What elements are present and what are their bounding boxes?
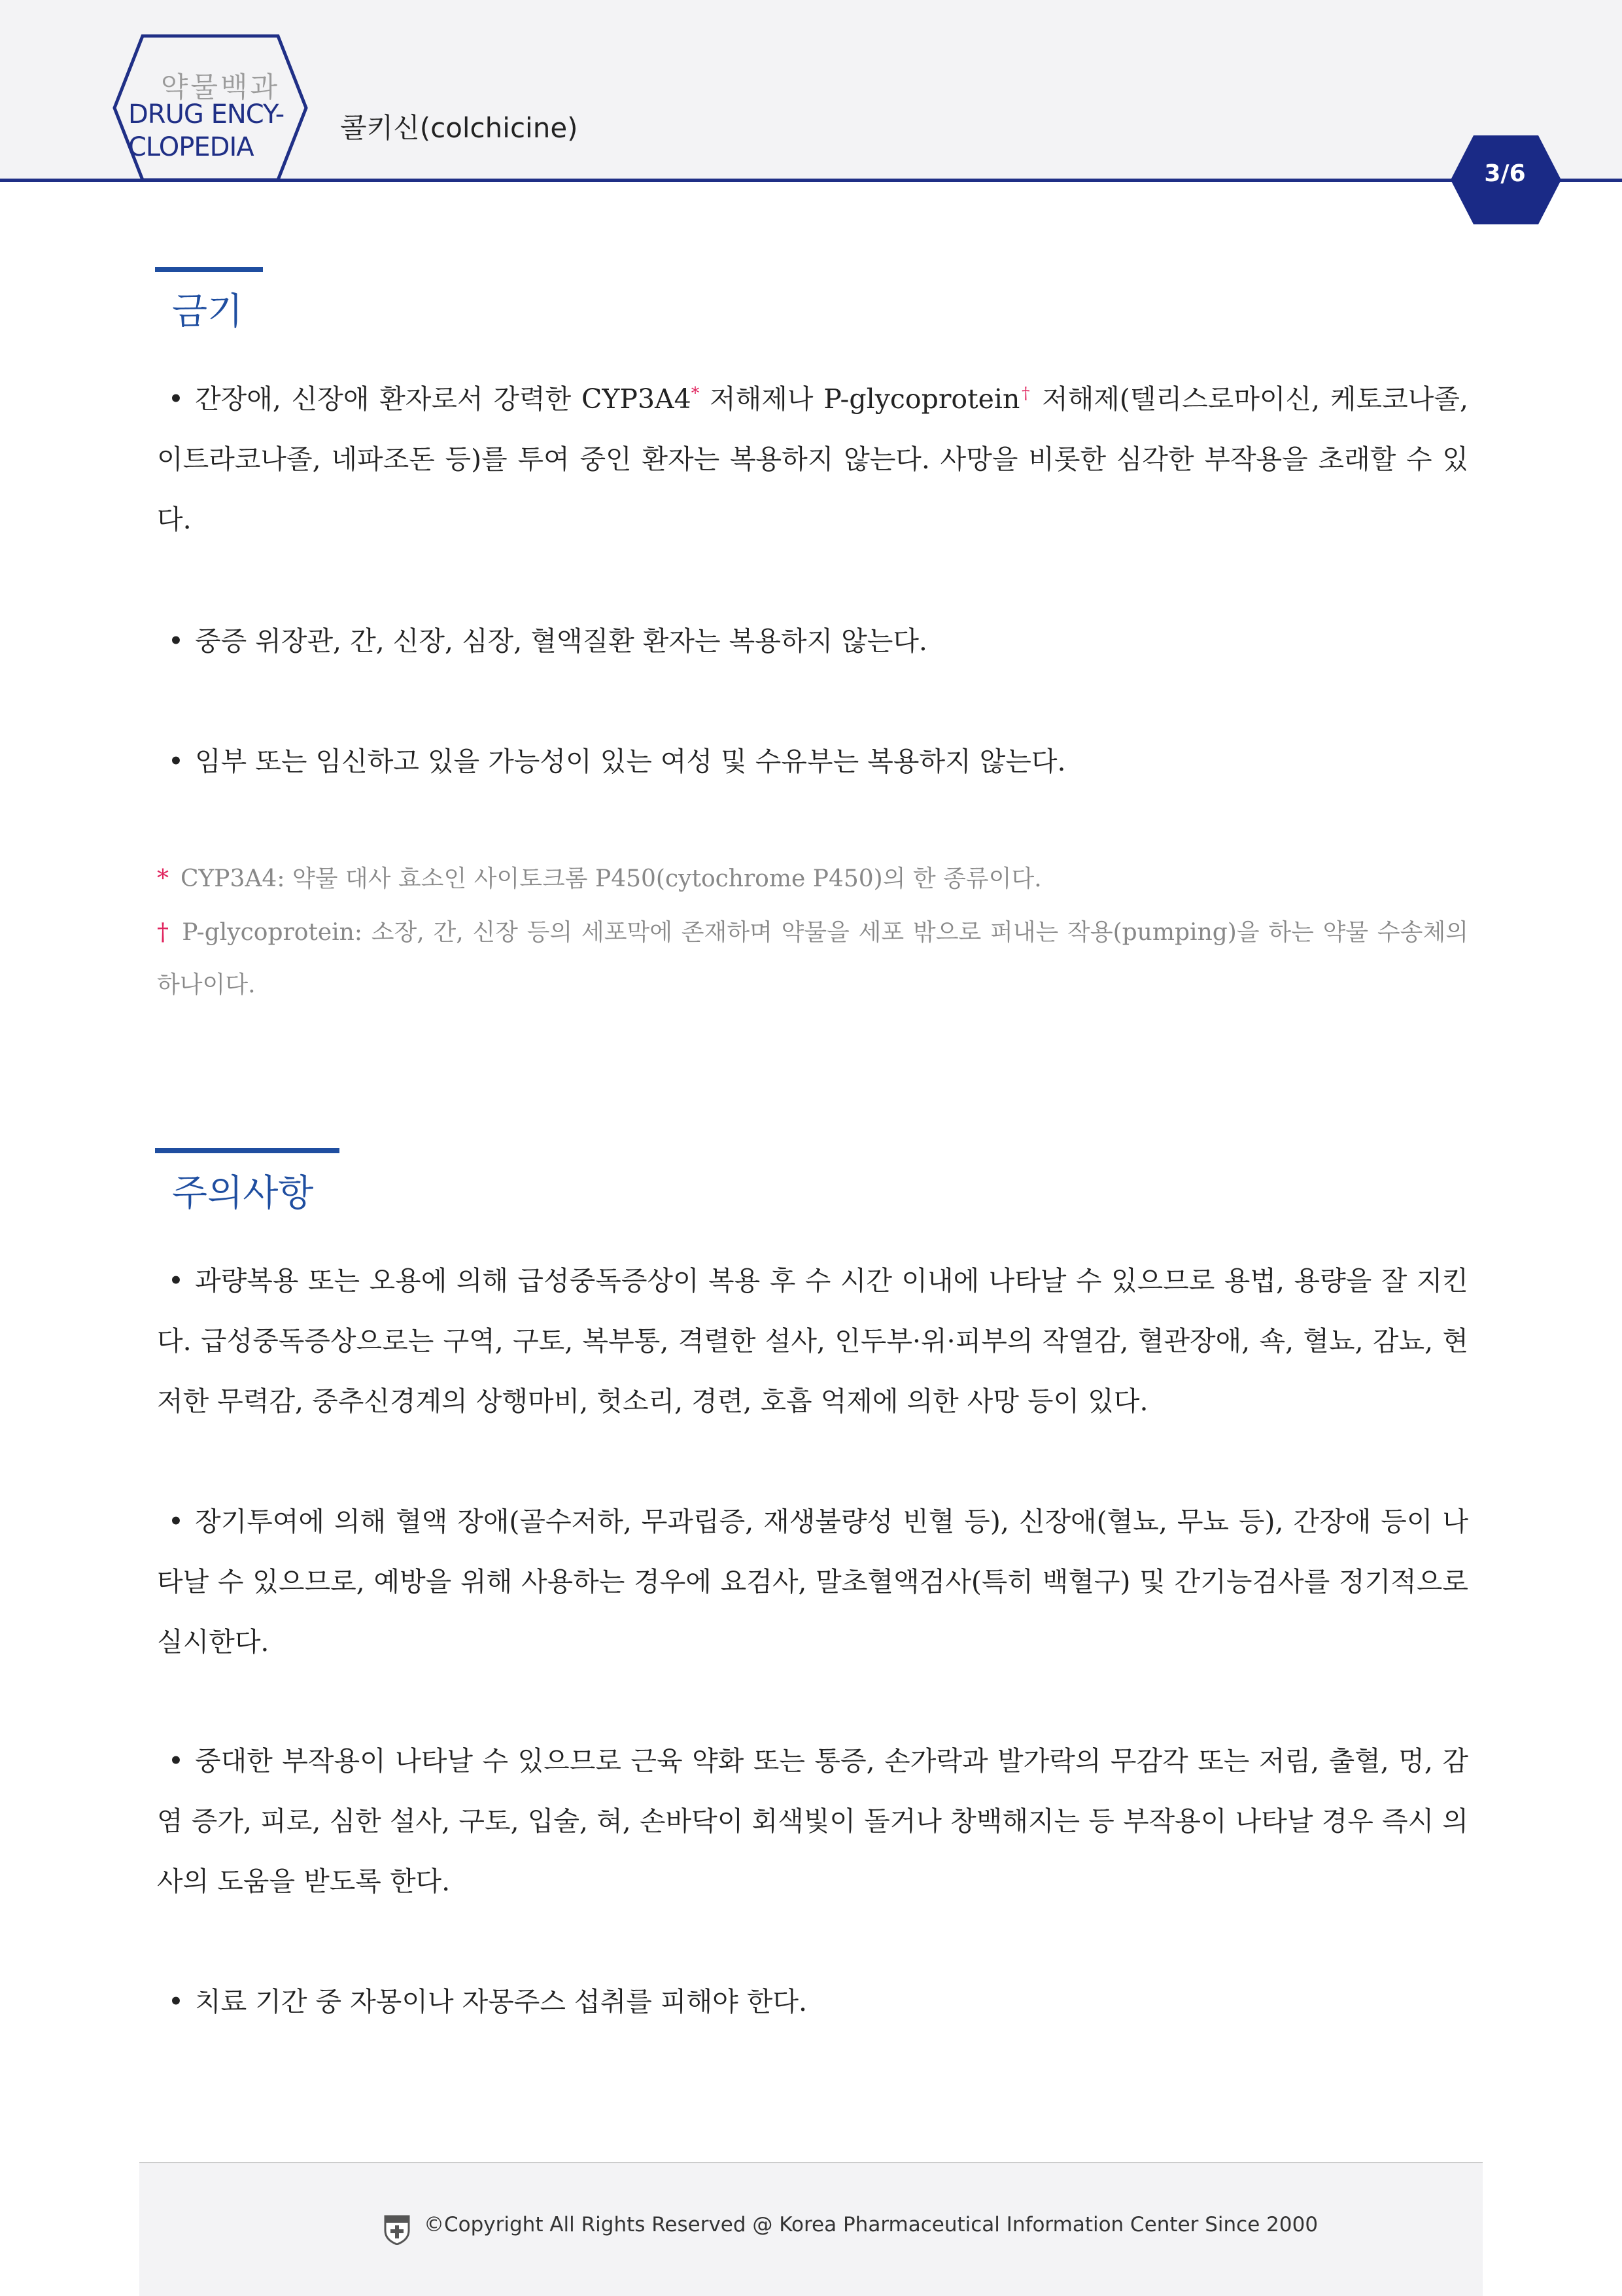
section-heading-contraindications: 금기 xyxy=(172,290,243,333)
list-item xyxy=(157,1731,1468,1911)
section-heading-bar xyxy=(155,267,263,272)
copyright-text: ©Copyright All Rights Reserved @ Korea Pharmaceutical Information Center Since 2000 xyxy=(424,2213,1319,2236)
list-item xyxy=(157,731,1468,791)
item-text: 중대한 부작용이 나타날 수 있으므로 근육 약화 또는 통증, 손가락과 발가락의 무감각 또는 저림, 출혈, 멍, 감염 증가, 피로, 심한 설사, 구토, 입술, 혀, 손바닥이 회색빛이 돌거나 창백해지는 등 부작용이 나타날 경우 즉시 의사의 도움을 받도록 한다. xyxy=(157,1745,1468,1897)
bullet: • xyxy=(167,1986,184,2017)
item-text: 임부 또는 임신하고 있을 가능성이 있는 여성 및 수유부는 복용하지 않는다. xyxy=(195,746,1066,777)
footnote-marker-asterisk: * xyxy=(691,383,700,403)
logo-english-line-1: DRUG ENCY- xyxy=(128,99,285,130)
footnote-text: CYP3A4: 약물 대사 효소인 사이토크롬 P450(cytochrome P450)의 한 종류이다. xyxy=(181,865,1042,892)
list-item xyxy=(157,611,1468,671)
item-text-part: 저해제(텔리스로마이신, 케토코나졸, 이트라코나졸, 네파조돈 등)를 투여 중인 환자는 복용하지 않는다. 사망을 비롯한 심각한 부작용을 초래할 수 있다. xyxy=(157,383,1468,535)
bullet: • xyxy=(167,383,184,415)
item-text-part: 저해제나 P-glycoprotein xyxy=(699,383,1020,415)
bullet: • xyxy=(167,746,184,777)
bullet: • xyxy=(167,1265,184,1296)
bullet: • xyxy=(167,1506,184,1537)
footnote-marker-dagger: † xyxy=(157,919,171,946)
section-heading-bar xyxy=(155,1148,339,1153)
page-number: 3/6 xyxy=(1484,160,1526,187)
logo-english-line-2: CLOPEDIA xyxy=(128,132,254,162)
bullet: • xyxy=(167,625,184,657)
footnote-marker-asterisk: * xyxy=(157,865,169,892)
logo-korean-text: 약물백과 xyxy=(160,71,281,104)
item-text: 중증 위장관, 간, 신장, 심장, 혈액질환 환자는 복용하지 않는다. xyxy=(195,625,927,657)
list-item xyxy=(157,1491,1468,1672)
bullet: • xyxy=(167,1745,184,1777)
footnote xyxy=(157,907,1468,1011)
list-item xyxy=(157,1972,1468,2032)
list-item xyxy=(157,369,1468,549)
list-item xyxy=(157,1251,1468,1431)
footnote-text: P-glycoprotein: 소장, 간, 신장 등의 세포막에 존재하며 약물을 세포 밖으로 퍼내는 작용(pumping)을 하는 약물 수송체의 하나이다. xyxy=(157,919,1469,998)
item-text: 치료 기간 중 자몽이나 자몽주스 섭취를 피해야 한다. xyxy=(195,1986,807,2017)
item-text-part: 간장애, 신장애 환자로서 강력한 CYP3A4 xyxy=(195,383,691,415)
item-text: 과량복용 또는 오용에 의해 급성중독증상이 복용 후 수 시간 이내에 나타날 수 있으므로 용법, 용량을 잘 지킨다. 급성중독증상으로는 구역, 구토, 복부통, 격렬한 설사, 인두부·위·피부의 작열감, 혈관장애, 쇽, 혈뇨, 감뇨, 현저한 무력감, 중추신경계의 상행마비, 헛소리, 경련, 호흡 억제에 의한 사망 등이 있다. xyxy=(157,1265,1468,1417)
document-title: 콜키신(colchicine) xyxy=(340,112,578,144)
footnote-marker-dagger: † xyxy=(1020,383,1032,403)
section-heading-precautions: 주의사항 xyxy=(172,1172,314,1215)
footnote xyxy=(157,853,1468,905)
pharmacy-emblem-icon xyxy=(383,2214,411,2245)
item-text: 장기투여에 의해 혈액 장애(골수저하, 무과립증, 재생불량성 빈혈 등), 신장애(혈뇨, 무뇨 등), 간장애 등이 나타날 수 있으므로, 예방을 위해 사용하는 경우에 요검사, 말초혈액검사(특히 백혈구) 및 간기능검사를 정기적으로 실시한다. xyxy=(157,1506,1468,1658)
logo-english-text xyxy=(128,98,324,164)
